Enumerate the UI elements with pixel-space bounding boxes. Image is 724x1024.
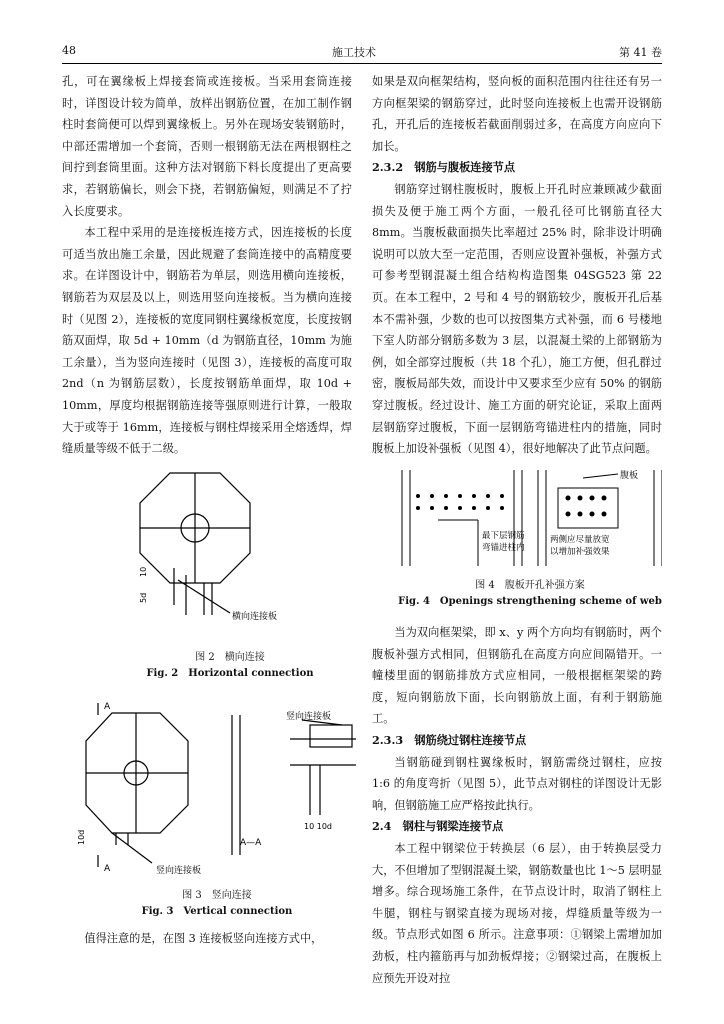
web-label: 腹板 [620,471,639,481]
caption-en: Fig. 2 Horizontal connection [146,668,314,679]
paragraph: 值得注意的是，在图 3 连接板竖向连接方式中， [84,932,323,945]
caption-en: Fig. 4 Openings strengthening scheme of web [398,596,662,607]
note-label: 以增加补强效果 [550,547,610,557]
right-column-bottom [372,622,662,989]
figure-2-drawing [120,465,330,625]
left-column-top [62,71,352,460]
dim-label: 10d [77,829,86,845]
note-label: 最下层钢筋 [482,531,525,541]
left-column-bottom [62,928,352,950]
caption-cn: 图 2 横向连接 [195,652,265,663]
dim-label: 10 [139,566,148,577]
dim-label: 10 10d [304,822,332,831]
section-heading: 2.3.3 钢筋绕过钢柱连接节点 [372,732,527,747]
figure-3-drawing [72,695,360,875]
note-label: 弯锚进柱内 [482,543,525,553]
paragraph: 本工程中钢梁位于转换层（6 层），由于转换层受力大，不但增加了型钢混凝土梁，钢筋数量也比 1～5 层明显增多。综合现场施工条件，在节点设计时，取消了钢柱上牛腿，钢柱与钢梁直接为现场对接，焊缝质量等级为一级。节点形式如图 6 所示。注意事项：①钢梁上需增加加劲板，柱内箍筋再与加劲板焊接；②钢梁过高，在腹板上应预先开设对拉 [372,841,662,985]
paragraph: 如果是双向框架结构，竖向板的面积范围内往往还有另一方向框架梁的钢筋穿过，此时竖向连接板上也需开设钢筋孔，开孔后的连接板若截面削弱过多，在高度方向应向下加长。 [372,75,662,153]
right-column-top [372,71,662,460]
section-heading: 2.3.2 钢筋与腹板连接节点 [372,160,516,175]
section-mark: A [104,864,111,874]
volume-number: 第 41 卷 [619,46,662,59]
figure-2-caption [130,650,330,682]
journal-name: 施工技术 [332,46,376,59]
header-rule [62,63,662,64]
section-heading: 2.4 钢柱与钢梁连接节点 [372,819,504,834]
section-label: A—A [240,838,262,848]
caption-cn: 图 3 竖向连接 [182,890,252,901]
figure-3-caption [112,888,322,920]
paragraph: 本工程中采用的是连接板连接方式，因连接板的长度可适当放出施工余量，因此规避了套筒连接中的高精度要求。在详图设计中，钢筋若为单层，则选用横向连接板，钢筋若为双层及以上，则选用竖向连接板。当为横向连接时（见图 2），连接板的宽度同钢柱翼缘板宽度，长度按钢筋双面焊，取 5d + 10mm（d 为钢筋直径，10mm 为施工余量），当为竖向连接时（见图 3），连接板的高度可取 2nd（n 为钢筋层数），长度按钢筋单面焊，取 10d + 10mm，厚度均根据钢筋连接等强原则进行计算，一般取大于或等于 16mm，连接板与钢柱焊接采用全熔透焊，焊缝质量等级不低于二级。 [62,226,352,456]
plate-label: 竖向连接板 [286,712,332,722]
caption-cn: 图 4 腹板开孔补强方案 [475,580,585,591]
paragraph: 当为双向框架梁，即 x、y 两个方向均有钢筋时，两个腹板补强方式相同，但钢筋孔在高度方向应间隔错开。一幢楼里面的钢筋排放方式应相同，一般根据框架梁的跨度，短向钢筋放下面，长向钢筋放上面，有利于钢筋施工。 [372,626,662,726]
note-label: 两侧应尽量放宽 [550,535,610,545]
paragraph: 当钢筋碰到钢柱翼缘板时，钢筋需绕过钢柱，应按 1:6 的角度弯折（见图 5），此节点对钢柱的详图设计无影响，但钢筋施工应严格按此执行。 [372,755,662,812]
plate-label: 横向连接板 [232,612,278,622]
figure-4-caption [398,578,662,610]
figure-4-drawing [398,466,662,574]
paragraph: 孔，可在翼缘板上焊接套筒或连接板。当采用套筒连接时，详图设计较为简单，放样出钢筋位置，在加工制作钢柱时套筒便可以焊到翼缘板上。另外在现场安装钢筋时，中部还需增加一个套筒，否则一根钢筋无法在两根钢柱之间拧到套筒里面。这种方法对钢筋下料长度提出了更高要求，若钢筋偏长，则会下挠，若钢筋偏短，则满足不了拧入长度要求。 [62,75,352,218]
plate-label: 竖向连接板 [156,866,202,875]
running-header [62,44,662,60]
paragraph: 钢筋穿过钢柱腹板时，腹板上开孔时应兼顾减少截面损失及便于施工两个方面，一般孔径可比钢筋直径大 8mm。当腹板截面损失比率超过 25% 时，除非设计明确说明可以放大至一定范围，否则应设置补强板，补强方式可参考型钢混凝土组合结构构造图集 04SG523 第 22 页。在本工程中，2 号和 4 号的钢筋较少，腹板开孔后基本不需补强，少数的也可以按图集方式补强，而 6 号楼地下室人防部分钢筋多数为 3 层，以混凝土梁的上部钢筋为例，如全部穿过腹板（共 18 个孔），施工方便，但孔群过密，腹板局部失效，而设计中又要求至少应有 50% 的钢筋穿过腹板。经过设计、施工方面的研究论证，采取上面两层钢筋穿过腹板，下面一层钢筋弯锚进柱内的措施，同时腹板上加设补强板（见图 4），很好地解决了此节点问题。 [372,182,662,456]
bolt-holes [416,494,607,517]
caption-en: Fig. 3 Vertical connection [141,906,293,917]
dim-label: 5d [139,592,148,603]
page-number: 48 [62,44,76,57]
section-mark: A [104,702,111,712]
